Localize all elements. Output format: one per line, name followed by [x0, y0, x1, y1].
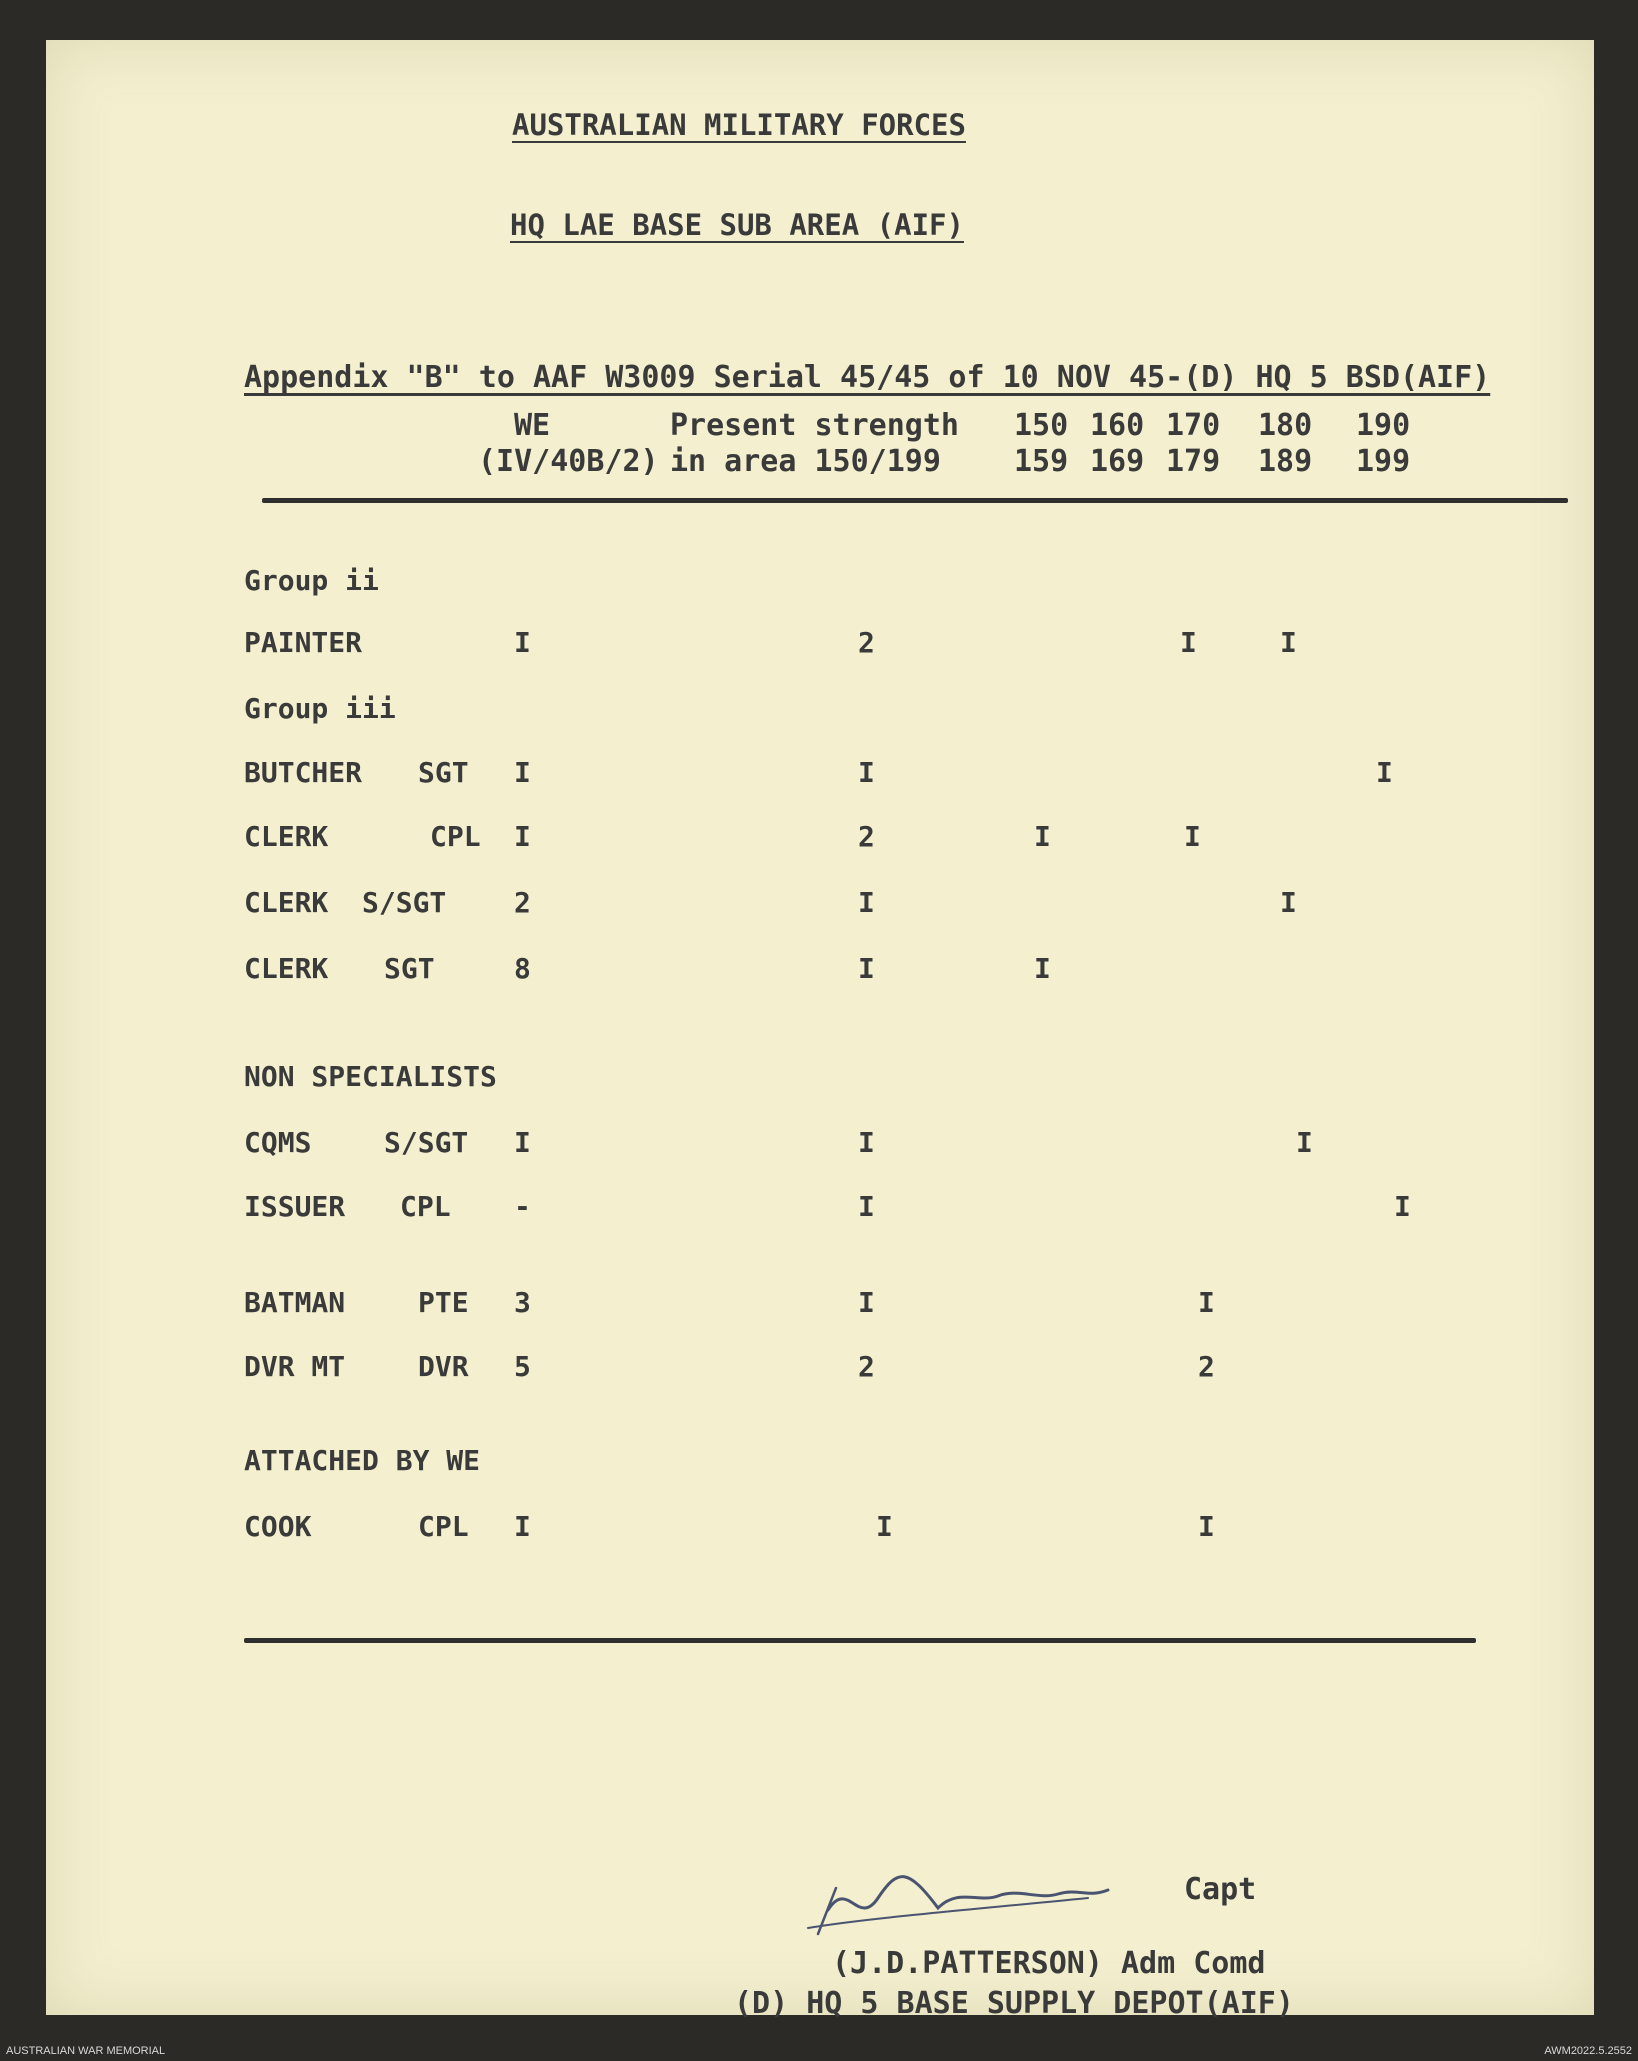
range-160-bottom: 169 — [1090, 444, 1145, 479]
trade-label: CLERK — [244, 886, 329, 919]
rank-label: PTE — [418, 1286, 469, 1319]
non-specialists-label: NON SPECIALISTS — [244, 1060, 497, 1093]
range-150-top: 150 — [1014, 408, 1069, 443]
trade-label: PAINTER — [244, 626, 363, 659]
group-ii-label: Group ii — [244, 564, 379, 597]
range-160-value: I — [1034, 820, 1051, 853]
strength-value: I — [876, 1510, 893, 1543]
we-subheader: (IV/40B/2) — [478, 444, 659, 479]
range-150-bottom: 159 — [1014, 444, 1069, 479]
strength-value: 2 — [858, 1350, 875, 1383]
we-value: - — [514, 1190, 531, 1223]
range-190-value: I — [1394, 1190, 1411, 1223]
rank-label: S/SGT — [384, 1126, 469, 1159]
we-value: 5 — [514, 1350, 531, 1383]
attached-by-we-label: ATTACHED BY WE — [244, 1444, 481, 1477]
strength-subheader: in area 150/199 — [670, 444, 941, 479]
range-170-value: I — [1180, 626, 1197, 659]
trade-label: ISSUER — [244, 1190, 346, 1223]
trade-label: COOK — [244, 1510, 312, 1543]
unit-heading: HQ LAE BASE SUB AREA (AIF) — [510, 208, 964, 242]
trade-label: CLERK — [244, 820, 329, 853]
strength-header: Present strength — [670, 408, 959, 443]
trade-label: DVR MT — [244, 1350, 346, 1383]
strength-value: 2 — [858, 820, 875, 853]
we-value: I — [514, 756, 531, 789]
range-170-value: 2 — [1198, 1350, 1215, 1383]
range-170-bottom: 179 — [1166, 444, 1221, 479]
we-value: 2 — [514, 886, 531, 919]
range-160-value: I — [1034, 952, 1051, 985]
signatory-unit: (D) HQ 5 BASE SUPPLY DEPOT(AIF) — [734, 1986, 1294, 2021]
range-180-bottom: 189 — [1258, 444, 1313, 479]
we-value: I — [514, 820, 531, 853]
trade-label: BATMAN — [244, 1286, 346, 1319]
rank-label: DVR — [418, 1350, 469, 1383]
range-180-top: 180 — [1258, 408, 1313, 443]
trade-label: BUTCHER — [244, 756, 363, 789]
rank-label: CPL — [430, 820, 481, 853]
we-header: WE — [514, 408, 551, 443]
we-value: 8 — [514, 952, 531, 985]
appendix-line: Appendix "B" to AAF W3009 Serial 45/45 of 10 NOV 45-(D) HQ 5 BSD(AIF) — [244, 360, 1491, 395]
range-170-value: I — [1198, 1510, 1215, 1543]
we-value: I — [514, 1126, 531, 1159]
range-180-value: I — [1280, 626, 1297, 659]
range-190-top: 190 — [1356, 408, 1411, 443]
trade-label: CLERK — [244, 952, 329, 985]
strength-value: I — [858, 886, 875, 919]
range-190-bottom: 199 — [1356, 444, 1411, 479]
we-value: I — [514, 626, 531, 659]
handwritten-signature — [788, 1858, 1168, 1938]
range-180-value: I — [1280, 886, 1297, 919]
document-page — [46, 40, 1594, 2021]
rank-label: SGT — [384, 952, 435, 985]
rank-label: SGT — [418, 756, 469, 789]
header-divider — [262, 498, 1568, 503]
archive-reference: AWM2022.5.2552 — [1544, 2045, 1632, 2057]
org-heading: AUSTRALIAN MILITARY FORCES — [512, 108, 966, 142]
we-value: 3 — [514, 1286, 531, 1319]
footer-divider — [244, 1638, 1476, 1643]
range-180-value: I — [1296, 1126, 1313, 1159]
range-170-value: I — [1198, 1286, 1215, 1319]
range-170-top: 170 — [1166, 408, 1221, 443]
strength-value: I — [858, 756, 875, 789]
archive-credit: AUSTRALIAN WAR MEMORIAL — [6, 2045, 166, 2057]
rank-label: CPL — [400, 1190, 451, 1223]
strength-value: I — [858, 1126, 875, 1159]
range-170-value: I — [1184, 820, 1201, 853]
range-160-top: 160 — [1090, 408, 1145, 443]
signatory-rank: Capt — [1184, 1872, 1257, 1907]
strength-value: 2 — [858, 626, 875, 659]
rank-label: CPL — [418, 1510, 469, 1543]
trade-label: CQMS — [244, 1126, 312, 1159]
group-iii-label: Group iii — [244, 692, 396, 725]
strength-value: I — [858, 1190, 875, 1223]
rank-label: S/SGT — [362, 886, 447, 919]
strength-value: I — [858, 952, 875, 985]
range-190-value: I — [1376, 756, 1393, 789]
signatory-name: (J.D.PATTERSON) Adm Comd — [832, 1946, 1266, 1981]
we-value: I — [514, 1510, 531, 1543]
strength-value: I — [858, 1286, 875, 1319]
